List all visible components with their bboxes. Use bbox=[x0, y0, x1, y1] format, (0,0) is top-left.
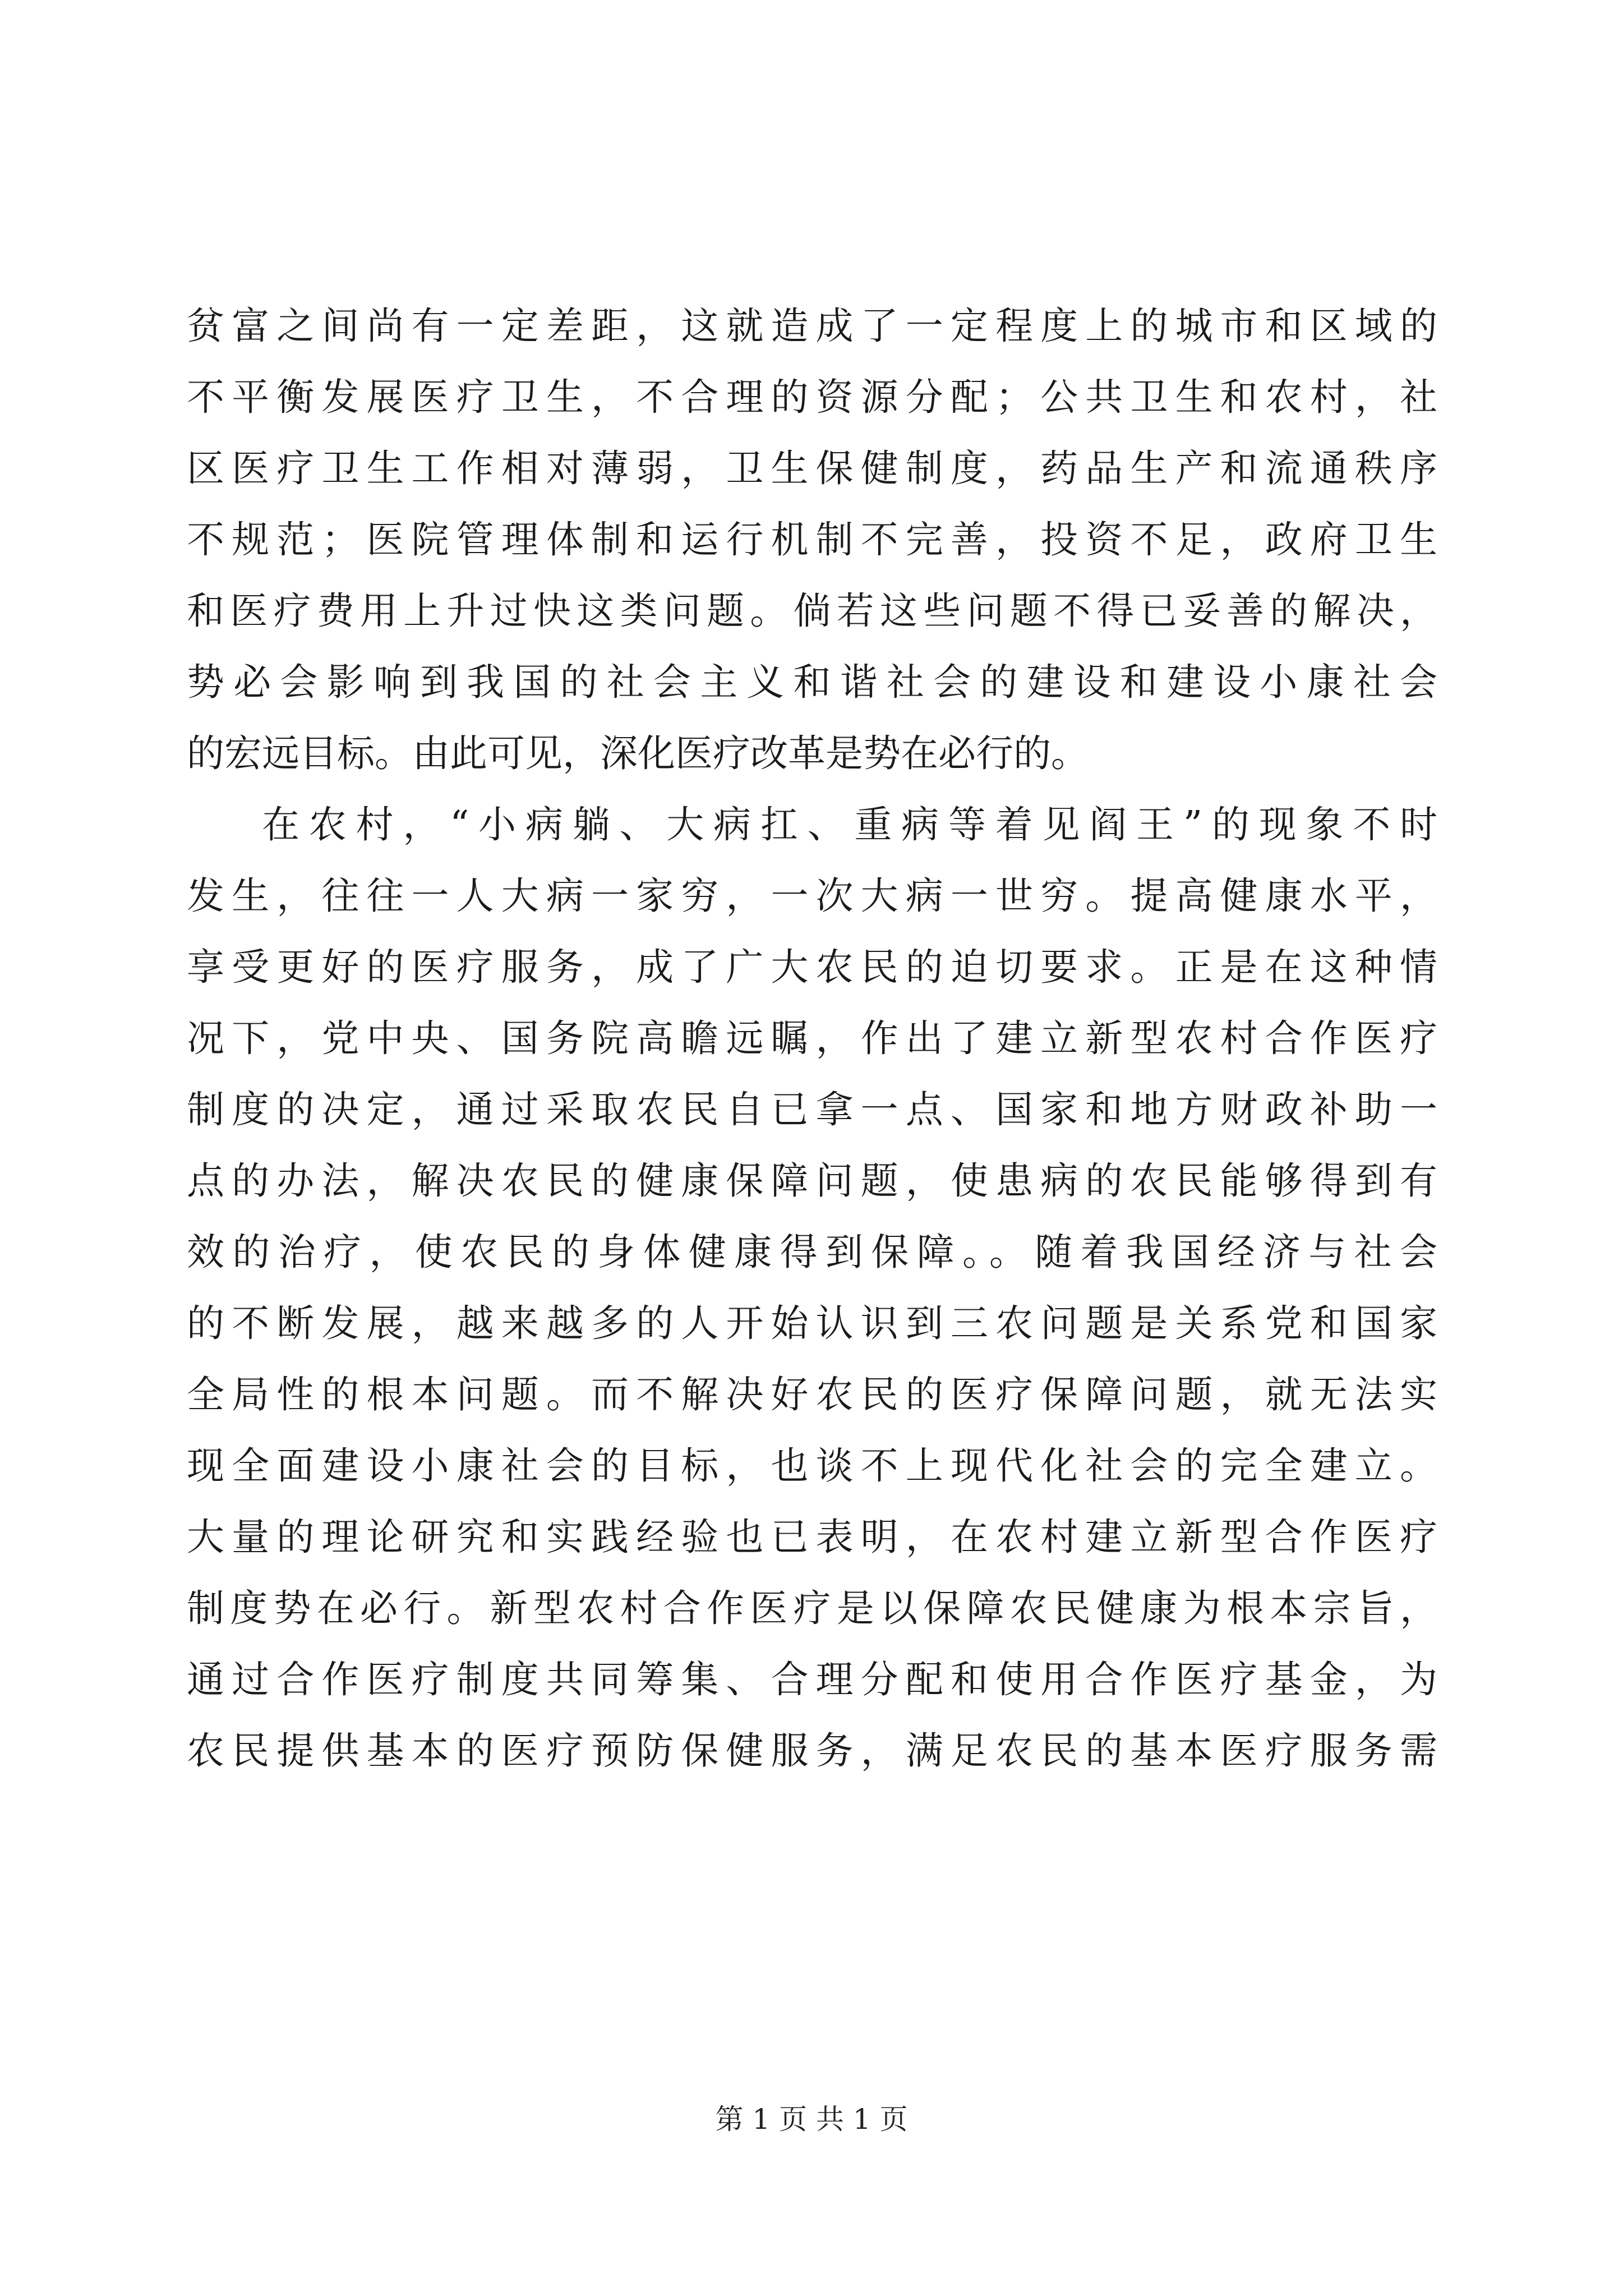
text-line: 不规范；医院管理体制和运行机制不完善，投资不足，政府卫生 bbox=[187, 518, 1437, 562]
text-line: 和医疗费用上升过快这类问题。倘若这些问题不得已妥善的解决， bbox=[187, 589, 1437, 633]
text-line: 况下，党中央、国务院高瞻远瞩，作出了建立新型农村合作医疗 bbox=[187, 1016, 1437, 1060]
text-line: 在农村，“小病躺、大病扛、重病等着见阎王”的现象不时 bbox=[262, 803, 1437, 846]
text-line: 点的办法，解决农民的健康保障问题，使患病的农民能够得到有 bbox=[187, 1159, 1437, 1203]
text-line: 贫富之间尚有一定差距，这就造成了一定程度上的城市和区域的 bbox=[187, 304, 1437, 348]
page-number-footer: 第 1 页 共 1 页 bbox=[715, 2103, 908, 2136]
text-line: 现全面建设小康社会的目标，也谈不上现代化社会的完全建立。 bbox=[187, 1444, 1437, 1488]
text-line: 不平衡发展医疗卫生，不合理的资源分配；公共卫生和农村，社 bbox=[187, 375, 1437, 419]
text-line: 的宏远目标。由此可见，深化医疗改革是势在必行的。 bbox=[187, 731, 1089, 775]
text-line: 发生，往往一人大病一家穷，一次大病一世穷。提高健康水平， bbox=[187, 874, 1437, 918]
text-line: 通过合作医疗制度共同筹集、合理分配和使用合作医疗基金，为 bbox=[187, 1658, 1437, 1701]
text-line: 农民提供基本的医疗预防保健服务，满足农民的基本医疗服务需 bbox=[187, 1729, 1437, 1773]
document-body bbox=[187, 291, 1437, 1787]
text-line: 势必会影响到我国的社会主义和谐社会的建设和建设小康社会 bbox=[187, 660, 1437, 704]
text-line: 全局性的根本问题。而不解决好农民的医疗保障问题，就无法实 bbox=[187, 1373, 1437, 1416]
text-line: 享受更好的医疗服务，成了广大农民的迫切要求。正是在这种情 bbox=[187, 945, 1437, 989]
text-line: 的不断发展，越来越多的人开始认识到三农问题是关系党和国家 bbox=[187, 1301, 1437, 1345]
text-line: 区医疗卫生工作相对薄弱，卫生保健制度，药品生产和流通秩序 bbox=[187, 447, 1437, 490]
text-line: 制度势在必行。新型农村合作医疗是以保障农民健康为根本宗旨， bbox=[187, 1586, 1437, 1630]
text-line: 效的治疗，使农民的身体健康得到保障。。随着我国经济与社会 bbox=[187, 1230, 1437, 1274]
text-line: 大量的理论研究和实践经验也已表明，在农村建立新型合作医疗 bbox=[187, 1515, 1437, 1559]
text-line: 制度的决定，通过采取农民自已拿一点、国家和地方财政补助一 bbox=[187, 1088, 1437, 1131]
